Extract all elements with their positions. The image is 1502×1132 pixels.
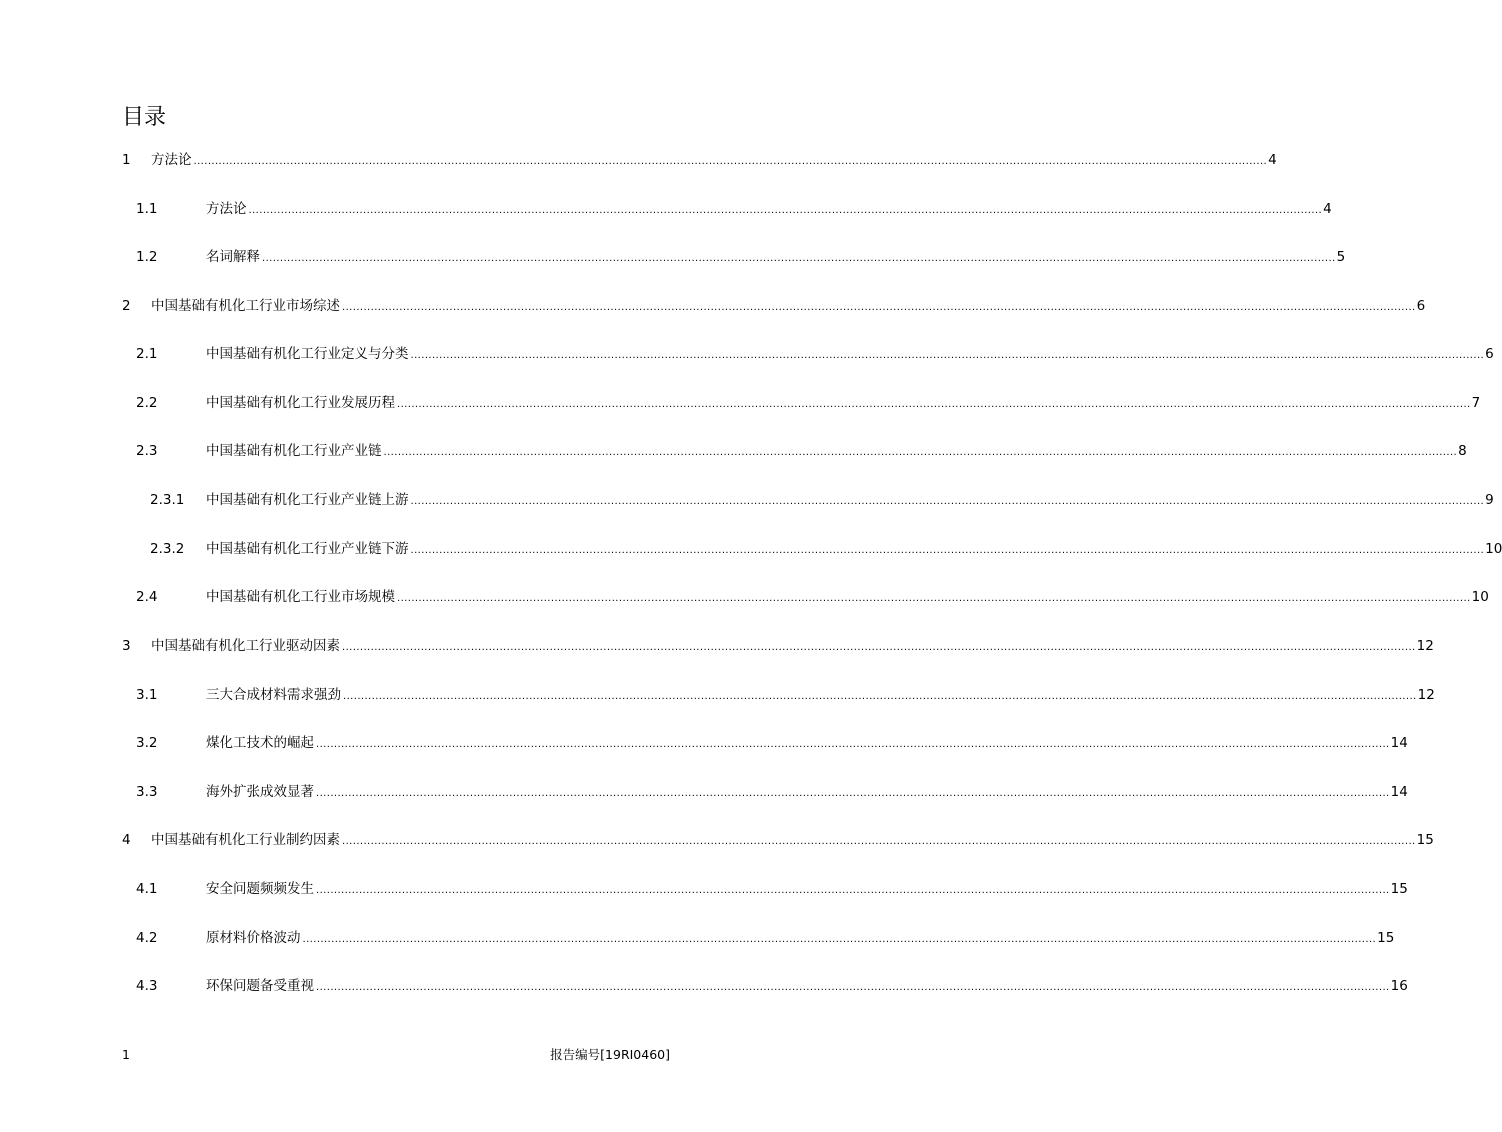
toc-entry-title: 中国基础有机化工行业产业链下游	[206, 541, 409, 557]
toc-entry[interactable]	[136, 684, 1435, 706]
footer-page-number: 1	[122, 1047, 130, 1062]
toc-entry-page: 12	[1416, 638, 1434, 654]
toc-leader-dots: ............................................................................................................................................................................................................................................................................................................	[342, 836, 1416, 847]
toc-entry[interactable]	[136, 586, 1489, 608]
footer-report-id: 报告编号[19RI0460]	[550, 1047, 670, 1062]
toc-entry[interactable]	[122, 635, 1434, 657]
toc-entry-page: 5	[1336, 249, 1346, 265]
toc-entry-title: 海外扩张成效显著	[206, 784, 314, 800]
toc-entry-title: 原材料价格波动	[206, 930, 301, 946]
toc-entry[interactable]	[136, 732, 1408, 754]
toc-entry-number: 1	[122, 152, 131, 168]
toc-leader-dots: ............................................................................................................................................................................................................................................................................................................	[410, 545, 1485, 556]
toc-entry[interactable]	[136, 975, 1408, 997]
toc-entry-number: 3	[122, 638, 131, 654]
toc-leader-dots: ............................................................................................................................................................................................................................................................................................................	[397, 399, 1471, 410]
toc-entry[interactable]	[122, 295, 1426, 317]
toc-leader-dots: ............................................................................................................................................................................................................................................................................................................	[397, 593, 1471, 604]
toc-entry-page: 15	[1377, 930, 1395, 946]
toc-heading: 目录	[122, 105, 167, 130]
toc-entry-number: 2.4	[136, 589, 158, 605]
toc-entry-page: 16	[1390, 978, 1408, 994]
toc-entry-page: 12	[1417, 687, 1435, 703]
toc-leader-dots: ............................................................................................................................................................................................................................................................................................................	[316, 885, 1390, 896]
toc-leader-dots: ............................................................................................................................................................................................................................................................................................................	[342, 302, 1416, 313]
toc-entry-page: 14	[1390, 784, 1408, 800]
toc-entry-title: 中国基础有机化工行业驱动因素	[151, 638, 340, 654]
toc-entry-title: 名词解释	[206, 249, 260, 265]
toc-entry-title: 安全问题频频发生	[206, 881, 314, 897]
toc-entry-number: 1.2	[136, 249, 158, 265]
toc-entry-title: 中国基础有机化工行业产业链	[206, 443, 382, 459]
toc-entry[interactable]	[136, 927, 1395, 949]
toc-entry-title: 环保问题备受重视	[206, 978, 314, 994]
toc-entry-title: 中国基础有机化工行业定义与分类	[206, 346, 409, 362]
toc-leader-dots: ............................................................................................................................................................................................................................................................................................................	[316, 788, 1390, 799]
toc-entry[interactable]	[136, 878, 1408, 900]
toc-entry[interactable]	[136, 343, 1494, 365]
toc-entry-number: 2.3.2	[150, 541, 185, 557]
toc-leader-dots: ............................................................................................................................................................................................................................................................................................................	[342, 642, 1416, 653]
toc-entry-number: 4	[122, 832, 131, 848]
toc-entry[interactable]	[136, 781, 1408, 803]
toc-entry[interactable]	[136, 440, 1467, 462]
toc-entry[interactable]	[136, 392, 1481, 414]
toc-entry-page: 4	[1323, 201, 1332, 217]
toc-entry[interactable]	[122, 829, 1434, 851]
toc-entry-title: 中国基础有机化工行业市场规模	[206, 589, 395, 605]
toc-entry-title: 中国基础有机化工行业发展历程	[206, 395, 395, 411]
toc-entry-number: 2	[122, 298, 131, 314]
toc-entry-number: 3.2	[136, 735, 158, 751]
toc-entry-number: 2.1	[136, 346, 158, 362]
toc-leader-dots: ............................................................................................................................................................................................................................................................................................................	[248, 205, 1323, 216]
toc-entry-title: 中国基础有机化工行业制约因素	[151, 832, 340, 848]
toc-leader-dots: ............................................................................................................................................................................................................................................................................................................	[383, 447, 1458, 458]
toc-entry-page: 14	[1390, 735, 1408, 751]
toc-entry-title: 煤化工技术的崛起	[206, 735, 314, 751]
toc-entry-page: 15	[1390, 881, 1408, 897]
toc-entry-number: 4.1	[136, 881, 158, 897]
toc-entry-page: 6	[1416, 298, 1426, 314]
toc-entry-title: 中国基础有机化工行业市场综述	[151, 298, 340, 314]
toc-leader-dots: ............................................................................................................................................................................................................................................................................................................	[410, 496, 1485, 507]
toc-entry[interactable]	[150, 489, 1494, 511]
toc-entry-number: 3.1	[136, 687, 158, 703]
toc-leader-dots: ............................................................................................................................................................................................................................................................................................................	[262, 253, 1336, 264]
toc-entry-title: 方法论	[206, 201, 247, 217]
toc-leader-dots: ............................................................................................................................................................................................................................................................................................................	[316, 739, 1390, 750]
toc-entry-number: 4.2	[136, 930, 158, 946]
toc-entry-title: 中国基础有机化工行业产业链上游	[206, 492, 409, 508]
toc-entry[interactable]	[136, 246, 1346, 268]
toc-entry-title: 三大合成材料需求强劲	[206, 687, 341, 703]
toc-leader-dots: ............................................................................................................................................................................................................................................................................................................	[193, 156, 1268, 167]
toc-entry-page: 15	[1416, 832, 1434, 848]
toc-entry-number: 3.3	[136, 784, 158, 800]
toc-entry[interactable]	[122, 149, 1277, 171]
toc-entry-number: 2.3	[136, 443, 158, 459]
toc-leader-dots: ............................................................................................................................................................................................................................................................................................................	[302, 934, 1377, 945]
toc-entry-page: 9	[1485, 492, 1494, 508]
toc-entry-page: 4	[1268, 152, 1277, 168]
toc-entry-page: 10	[1485, 541, 1502, 557]
toc-entry-page: 7	[1471, 395, 1481, 411]
toc-entry-number: 4.3	[136, 978, 158, 994]
toc-entry-page: 6	[1485, 346, 1494, 362]
toc-entry-page: 8	[1458, 443, 1467, 459]
toc-leader-dots: ............................................................................................................................................................................................................................................................................................................	[410, 350, 1485, 361]
toc-leader-dots: ............................................................................................................................................................................................................................................................................................................	[343, 691, 1417, 702]
toc-leader-dots: ............................................................................................................................................................................................................................................................................................................	[316, 982, 1390, 993]
toc-entry-title: 方法论	[151, 152, 192, 168]
toc-entry-number: 2.3.1	[150, 492, 185, 508]
toc-entry-page: 10	[1471, 589, 1489, 605]
toc-entry-number: 2.2	[136, 395, 158, 411]
toc-entry[interactable]	[150, 538, 1502, 560]
toc-entry-number: 1.1	[136, 201, 158, 217]
toc-entry[interactable]	[136, 198, 1332, 220]
